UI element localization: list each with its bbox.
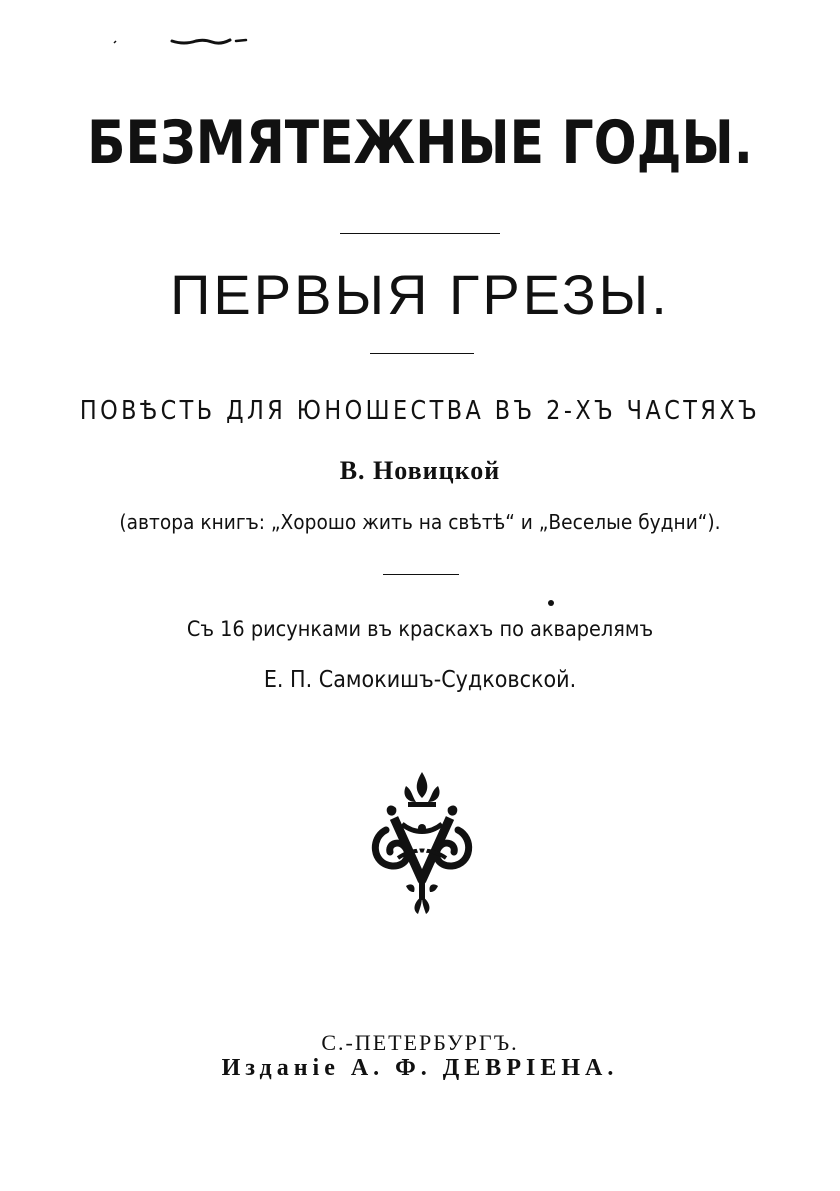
illustrator-name: Е. П. Самокишъ-Судковской. [263, 667, 577, 693]
illustrations-line: Съ 16 рисунками въ краскахъ по акварелямъ [186, 617, 654, 641]
ink-smudge [112, 33, 252, 49]
ink-dot [548, 600, 554, 606]
book-subtitle: ПЕРВЫЯ ГРЕЗЫ. [170, 263, 670, 326]
book-title: БЕЗМЯТЕЖНЫЕ ГОДЫ. [87, 108, 753, 178]
genre-line: ПОВѢСТЬ ДЛЯ ЮНОШЕСТВА ВЪ 2-ХЪ ЧАСТЯХЪ [79, 396, 761, 426]
divider-rule [340, 233, 500, 234]
imprint-publisher: Изданiе А. Ф. ДЕВРIЕНА. [221, 1055, 619, 1081]
author-note: (автора книгъ: „Хорошо жить на свѣтѣ“ и „Веселые будни“). [119, 510, 721, 534]
author-name: В. Новицкой [339, 456, 501, 485]
divider-rule [370, 353, 474, 354]
imprint-city: С.-ПЕТЕРБУРГЪ. [321, 1030, 519, 1055]
divider-rule [383, 574, 459, 575]
ornamental-monogram-icon [362, 768, 482, 918]
